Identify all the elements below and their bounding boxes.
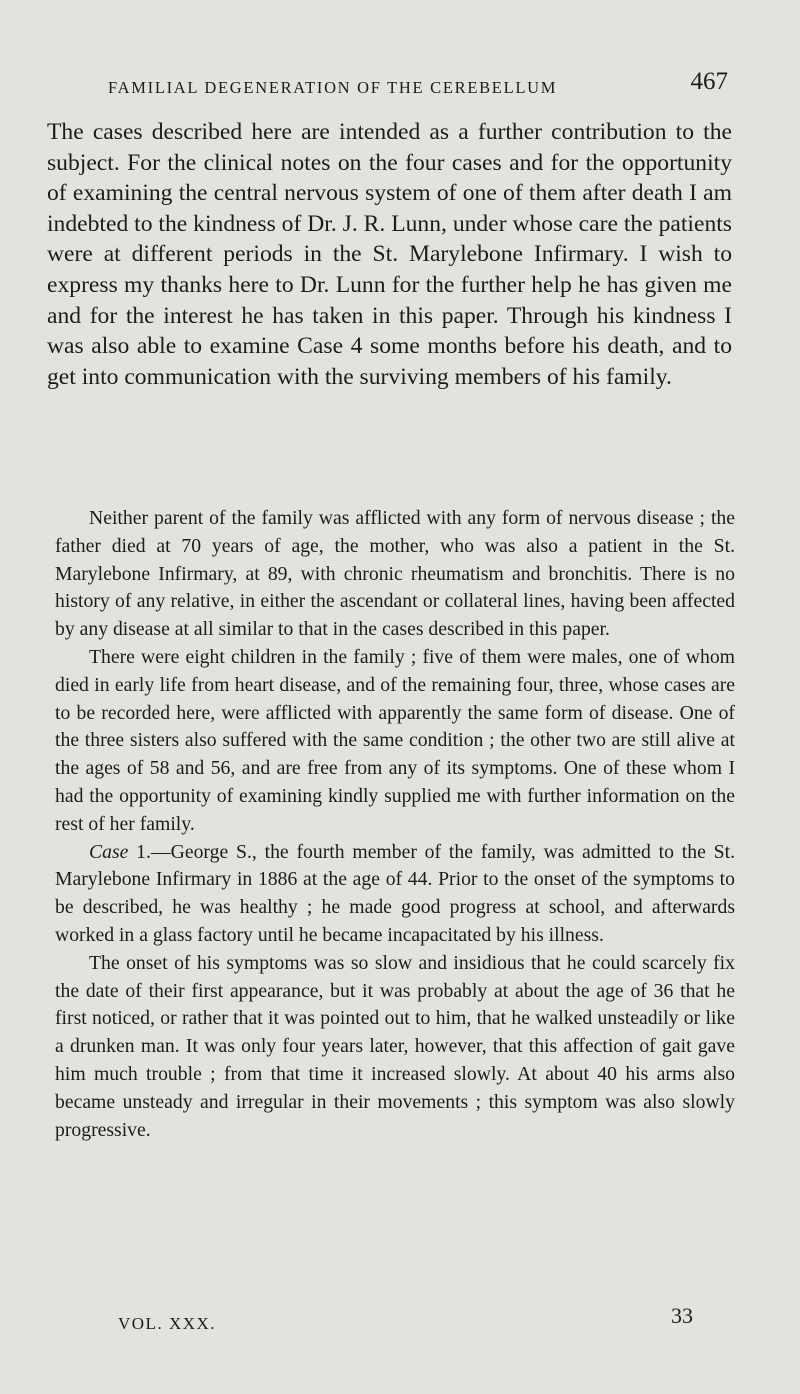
paragraph-parents: Neither parent of the family was afflicted with any form of nervous disease ; the father died at 70 years of age, the mother, who was also a patient in the St. Marylebone Infirmary, at 89, with chronic rheumatism and bronchitis. There is no history of any relative, in either the ascendant or collateral lines, having been affected by any disease at all similar to that in the cases described in this paper. (55, 507, 735, 641)
paragraph-children: There were eight children in the family ; five of them were males, one of whom died in early life from heart disease, and of the remaining four, three, whose cases are to be recorded here, were afflicted with apparently the same form of disease. One of the three sisters also suffered with the same condition ; the other two are still alive at the ages of 58 and 56, and are free from any of its symptoms. One of these whom I had the opportunity of examining kindly supplied me with further information on the rest of her family. (55, 645, 735, 835)
paragraph-onset: The onset of his symptoms was so slow and insidious that he could scarcely fix the date of their first appearance, but it was probably at about the age of 36 that he first noticed, or rather that it was pointed out to him, that he walked unsteadily or like a drunken man. It was only four years later, however, that this affection of gait gave him much trouble ; from that time it increased slowly. At about 40 his arms also became unsteady and irregular in their movements ; this symptom was also slowly progressive. (55, 951, 735, 1141)
signature-mark: 33 (671, 1303, 693, 1328)
page-header (108, 68, 738, 102)
intro-paragraph: The cases described here are intended as a further contribution to the subject. For the clinical notes on the four cases and for the opportunity of examining the central nervous system of one of them after death I am indebted to the kindness of Dr. J. R. Lunn, under whose care the patients were at different periods in the St. Marylebone Infirmary. I wish to express my thanks here to Dr. Lunn for the further help he has given me and for the interest he has taken in this paper. Through his kindness I was also able to examine Case 4 some months before his death, and to get into communication with the surviving members of his family. (47, 119, 732, 390)
main-text (55, 505, 735, 1144)
case-1-text: 1.—George S., the fourth member of the family, was admitted to the St. Marylebone Infirmary in 1886 at the age of 44. Prior to the onset of the symptoms to be described, he was healthy ; he made good progress at school, and afterwards worked in a glass factory until he became incapacitated by his illness. (55, 840, 735, 946)
paragraph-case-1 (55, 839, 735, 950)
volume-label: VOL. XXX. (118, 1314, 217, 1333)
case-label: Case (89, 840, 129, 863)
page-number: 467 (690, 68, 728, 95)
running-title: FAMILIAL DEGENERATION OF THE CEREBELLUM (108, 78, 558, 97)
page-footer (118, 1303, 703, 1333)
intro-section (47, 117, 732, 392)
